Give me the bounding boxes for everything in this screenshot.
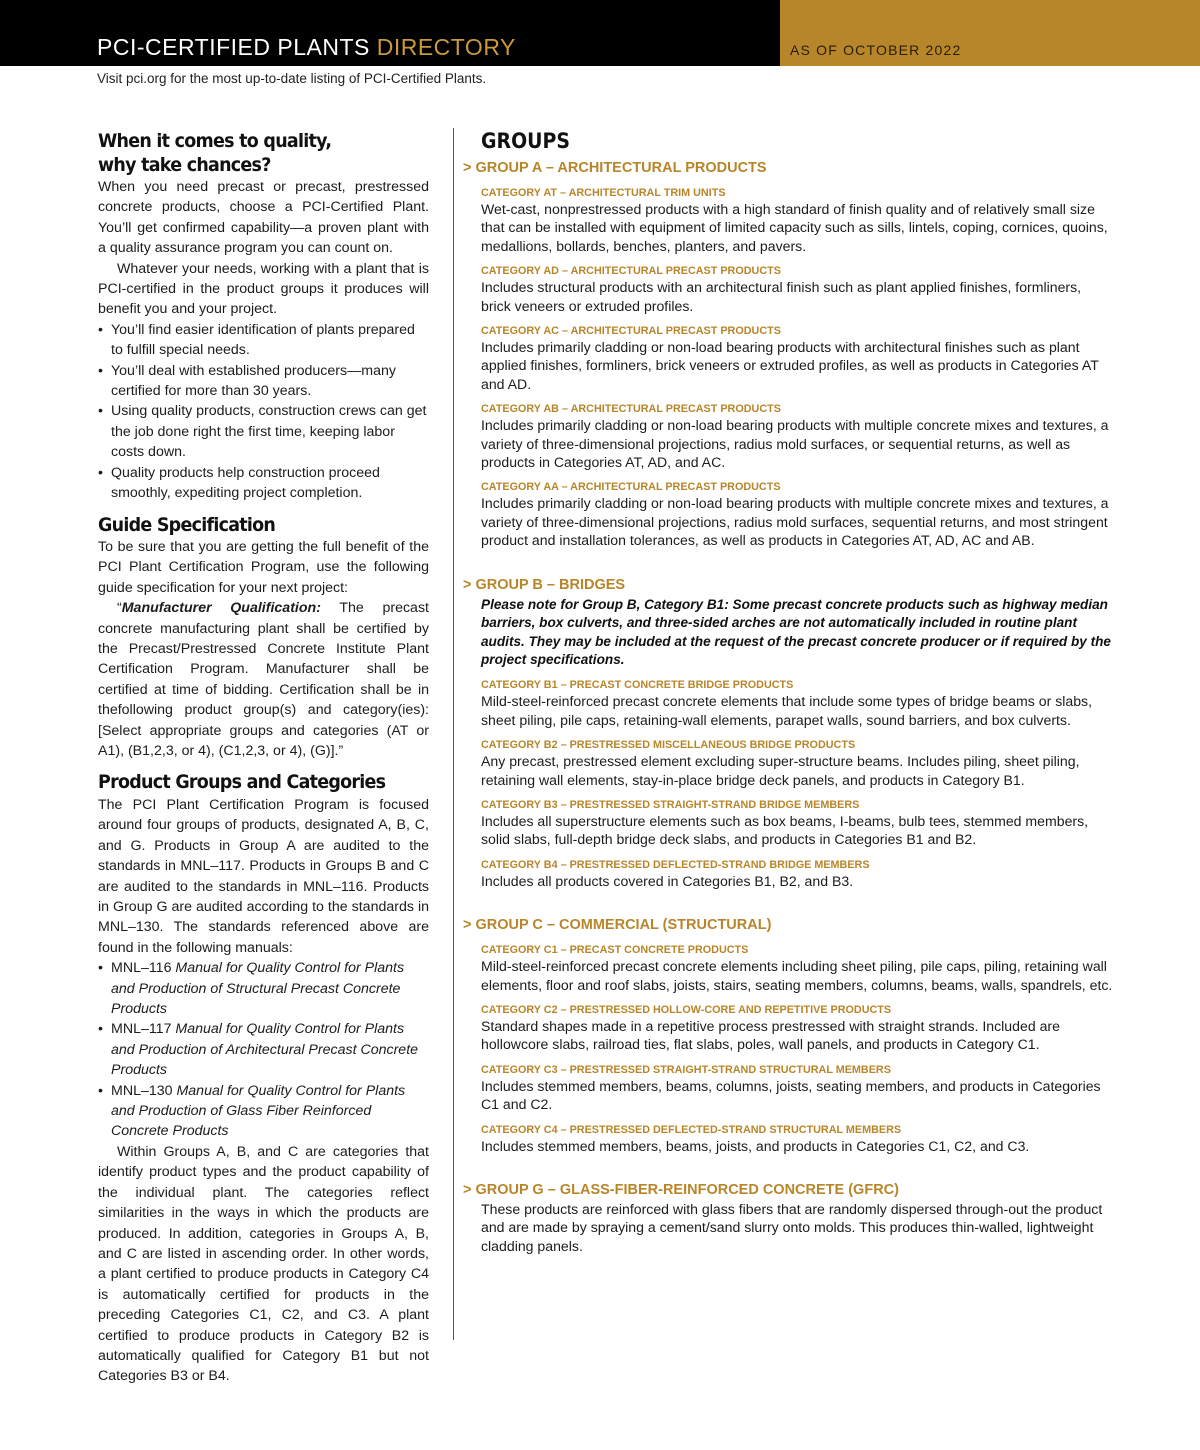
manufacturer-qualification-label: Manufacturer Qualification: [121, 600, 321, 617]
product-groups-paragraph-2: Within Groups A, B, and C are categories that identify product types and the product capability of the individual plant. The categories reflect similarities in the ways in which the products are produced. In addition, categories in Groups A, B, and C are listed in ascending order. In other words, a plant certified to produce products in Category C4 is automatically certified for products in the preceding Categories C1, C2, and C3. A plant certified to produce products in Category B2 is automatically qualified for Category B1 but not Categories B3 or B4. [98, 1143, 429, 1385]
category-description: Wet-cast, nonprestressed products with a high standard of finish quality and of relatively small size that can be installed with equipment of limited capacity such as sills, lintels, coping, cornices, quoins, medallions, bollards, benches, planters, and pavers. [481, 201, 1108, 254]
benefit-item: • Using quality products, construction crews can get the job done right the first time, keeping labor costs down. [98, 401, 429, 462]
quality-paragraph-2: Whatever your needs, working with a plant that is PCI-certified in the product groups it produces will benefit you and your project. [98, 260, 429, 318]
category-description: Includes all superstructure elements such as box beams, I-beams, bulb tees, stemmed members, solid slabs, full-depth bridge deck slabs, and products in Categories B1 and B2. [481, 812, 1089, 848]
category-heading: CATEGORY AA – ARCHITECTURAL PRECAST PRODUCTS [481, 481, 781, 494]
quality-heading-line-2: why take chances? [98, 153, 271, 176]
category-description: Standard shapes made in a repetitive process prestressed with straight strands. Included are hollowcore slabs, railroad ties, flat slabs, poles, wall panels, and products in Category C1. [481, 1017, 1060, 1053]
group-c-title: > GROUP C – COMMERCIAL (STRUCTURAL) [463, 917, 772, 934]
guide-heading: Guide Specification [98, 513, 276, 536]
benefit-item: • Quality products help construction proceed smoothly, expediting project completion. [98, 463, 429, 504]
category-description: Mild-steel-reinforced precast concrete elements including sheet piling, pile caps, piling, retaining wall elements, floor and roof slabs, joists, stairs, seating members, columns, beams, walls, spandrels, etc. [481, 958, 1113, 993]
quality-heading-line-1: When it comes to quality, [98, 130, 332, 152]
quote-open: “ [117, 600, 122, 617]
page-title [97, 34, 516, 60]
group-g-section [463, 1181, 1113, 1255]
category-heading: CATEGORY C4 – PRESTRESSED DEFLECTED-STRAND STRUCTURAL MEMBERS [481, 1123, 902, 1136]
right-column [463, 127, 1113, 1255]
group-a-title: > GROUP A – ARCHITECTURAL PRODUCTS [463, 160, 767, 176]
guide-paragraph-1: To be sure that you are getting the full benefit of the PCI Plant Certification Program, use the following guide specification for your next project: [98, 539, 429, 596]
category-description: Includes structural products with an architectural finish such as plant applied finishes, formliners, brick veneers or extruded profiles. [481, 279, 1082, 314]
category-description: Any precast, prestressed element excluding super-structure beams. Includes piling, sheet piling, retaining wall elements, stay-in-place bridge deck panels, and products in Category B1. [481, 753, 1080, 788]
group-b-title: > GROUP B – BRIDGES [463, 576, 626, 593]
group-b-section [463, 576, 1113, 890]
group-g-description: These products are reinforced with glass fibers that are randomly dispersed through-out the product and are made by spraying a cement/sand slurry onto molds. This produces thin-walled, lightweight cladding panels. [481, 1201, 1103, 1254]
product-groups-heading: Product Groups and Categories [98, 771, 386, 794]
left-column [98, 130, 429, 1387]
category-description: Mild-steel-reinforced precast concrete elements that include some types of bridge beams or slabs, sheet piling, pile caps, retaining-wall elements, parapet walls, sound barriers, and box culverts. [481, 693, 1093, 728]
category-heading: CATEGORY C1 – PRECAST CONCRETE PRODUCTS [481, 944, 749, 957]
benefits-list [98, 320, 429, 504]
page-title-main: PCI-CERTIFIED PLANTS [97, 34, 377, 60]
category-heading: CATEGORY AD – ARCHITECTURAL PRECAST PRODUCTS [481, 265, 781, 278]
category-heading: CATEGORY B1 – PRECAST CONCRETE BRIDGE PRODUCTS [481, 679, 794, 692]
category-description: Includes primarily cladding or non-load bearing products with multiple concrete mixes and textures, a variety of three-dimensional projections, radius mold surfaces, or sequential returns, as well as products in Categories AT, AD, and AC. [481, 417, 1109, 471]
manual-title: Manual for Quality Control for Plants and Production of Glass Fiber Reinforced Concrete Products [111, 1082, 406, 1140]
manual-code: MNL–116 [111, 960, 176, 977]
category-description: Includes stemmed members, beams, joists, and products in Categories C1, C2, and C3. [481, 1137, 1030, 1154]
group-a-section [463, 159, 1113, 550]
benefit-item: • You’ll deal with established producers—many certified for more than 30 years. [98, 361, 429, 402]
category-heading: CATEGORY C3 – PRESTRESSED STRAIGHT-STRAND STRUCTURAL MEMBERS [481, 1063, 891, 1076]
category-heading: CATEGORY AC – ARCHITECTURAL PRECAST PRODUCTS [481, 325, 781, 338]
manual-code: MNL–130 [111, 1082, 177, 1099]
benefit-item: • You’ll find easier identification of plants prepared to fulfill special needs. [98, 320, 429, 361]
category-heading: CATEGORY AT – ARCHITECTURAL TRIM UNITS [481, 187, 726, 199]
category-heading: CATEGORY AB – ARCHITECTURAL PRECAST PRODUCTS [481, 403, 781, 416]
manual-title: Manual for Quality Control for Plants and Production of Structural Precast Concrete Products [111, 960, 405, 1018]
category-description: Includes all products covered in Categories B1, B2, and B3. [481, 872, 854, 889]
manual-item [98, 1019, 429, 1080]
category-heading: CATEGORY B4 – PRESTRESSED DEFLECTED-STRAND BRIDGE MEMBERS [481, 858, 870, 871]
manual-item [98, 958, 429, 1019]
category-heading: CATEGORY C2 – PRESTRESSED HOLLOW-CORE AND REPETITIVE PRODUCTS [481, 1003, 892, 1016]
page-title-highlight: DIRECTORY [376, 34, 516, 60]
group-b-note: Please note for Group B, Category B1: Some precast concrete products such as highway median barriers, box culverts, and three-sided arches are not automatically included in routine plant audits. They may be included at the request of the precast concrete producer or if required by the project specifications. [481, 596, 1111, 667]
manual-item [98, 1081, 429, 1142]
guide-specification-quote [98, 598, 429, 761]
manual-code: MNL–117 [111, 1021, 176, 1038]
quality-paragraph-1: When you need precast or precast, prestressed concrete products, choose a PCI-Certified Plant. You’ll get confirmed capability—a proven plant with a quality assurance program you can count on. [98, 179, 429, 257]
guide-quote-text: The precast concrete manufacturing plant shall be certified by the Precast/Prestressed Concrete Institute Plant Certification Program. Manufacturer shall be certified at time of bidding. Certification shall be in thefollowing product group(s) and category(ies): [Select appropriate groups and categories (AT or A1), (B1,2,3, or 4), (C1,2,3, or 4), (G)].” [98, 600, 429, 760]
group-g-title: > GROUP G – GLASS-FIBER-REINFORCED CONCRETE (GFRC) [463, 1182, 899, 1198]
category-heading: CATEGORY B3 – PRESTRESSED STRAIGHT-STRAND BRIDGE MEMBERS [481, 798, 860, 811]
visit-note: Visit pci.org for the most up-to-date listing of PCI-Certified Plants. [97, 71, 487, 86]
product-groups-paragraph-1: The PCI Plant Certification Program is focused around four groups of products, designated A, B, C, and G. Products in Group A are audited to the standards in MNL–117. Products in Groups B and C are audited to the standards in MNL–116. Products in Group G are audited according to the standards in MNL–130. The standards referenced above are found in the following manuals: [98, 796, 429, 956]
groups-title: GROUPS [481, 129, 570, 153]
column-divider [453, 128, 454, 1340]
category-description: Includes primarily cladding or non-load bearing products with multiple concrete mixes and textures, a variety of three-dimensional projections, radius mold surfaces, sequential returns, and most stringent product and installation tolerances, as well as products in Categories AT, AD, AC and AB. [481, 495, 1109, 549]
group-c-section [463, 916, 1113, 1155]
category-heading: CATEGORY B2 – PRESTRESSED MISCELLANEOUS BRIDGE PRODUCTS [481, 739, 856, 752]
directory-date: AS OF OCTOBER 2022 [790, 42, 962, 58]
manuals-list [98, 958, 429, 1142]
category-description: Includes stemmed members, beams, columns, joists, seating members, and products in Categories C1 and C2. [481, 1077, 1101, 1113]
manual-title: Manual for Quality Control for Plants and Production of Architectural Precast Concrete Products [111, 1021, 419, 1079]
category-description: Includes primarily cladding or non-load bearing products with architectural finishes such as plant applied finishes, formliners, brick veneers or extruded profiles, as well as products in Categories AT and AD. [481, 339, 1099, 392]
